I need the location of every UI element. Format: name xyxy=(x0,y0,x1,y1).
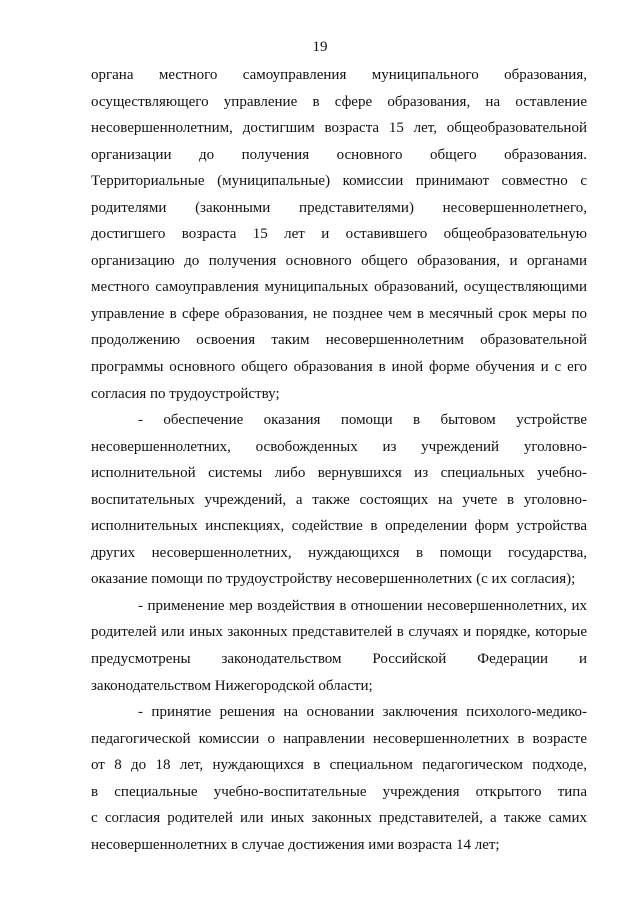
text-line: осуществляющего управление в сфере образования, на оставление xyxy=(91,93,587,110)
text-line: Территориальные (муниципальные) комиссии принимают совместно с xyxy=(91,173,587,190)
page-number: 19 xyxy=(312,39,328,55)
text-line: педагогической комиссии о направлении несовершеннолетних в возрасте xyxy=(91,730,587,747)
text-line: - обеспечение оказания помощи в бытовом устройстве xyxy=(138,412,587,429)
text-line: других несовершеннолетних, нуждающихся в помощи государства, xyxy=(91,544,587,561)
paragraph-decision xyxy=(91,699,587,858)
text-line: родителями (законными представителями) несовершеннолетнего, xyxy=(91,199,587,216)
paragraph-measures xyxy=(91,593,587,699)
paragraph-assistance xyxy=(91,407,587,593)
text-line: несовершеннолетних в случае достижения ими возраста 14 лет; xyxy=(91,836,500,853)
text-line: родителей или иных законных представителей в случаях и порядке, которые xyxy=(91,624,587,641)
text-line: продолжению освоения таким несовершеннолетним образовательной xyxy=(91,332,587,349)
text-line: оказание помощи по трудоустройству несовершеннолетних (с их согласия); xyxy=(91,571,576,588)
text-line: воспитательных учреждений, а также состоящих на учете в уголовно- xyxy=(91,491,587,508)
text-line: местного самоуправления муниципальных образований, осуществляющими xyxy=(91,279,587,296)
text-line: согласия по трудоустройству; xyxy=(91,385,280,402)
text-line: законодательством Нижегородской области; xyxy=(91,677,373,694)
text-line: органа местного самоуправления муниципального образования, xyxy=(91,67,587,83)
text-line: от 8 до 18 лет, нуждающихся в специальном педагогическом подходе, xyxy=(91,757,587,774)
text-line: организацию до получения основного общего образования, и органами xyxy=(91,252,587,269)
text-line: достигшего возраста 15 лет и оставившего общеобразовательную xyxy=(91,226,587,243)
text-line: организации до получения основного общего образования. xyxy=(91,146,587,163)
text-line: - применение мер воздействия в отношении несовершеннолетних, их xyxy=(138,597,587,614)
text-line: в специальные учебно-воспитательные учреждения открытого типа xyxy=(91,783,587,800)
text-line: исполнительной системы либо вернувшихся из специальных учебно- xyxy=(91,465,587,482)
text-line: исполнительных инспекциях, содействие в определении форм устройства xyxy=(91,518,587,535)
text-line: несовершеннолетним, достигшим возраста 15 лет, общеобразовательной xyxy=(91,120,587,137)
text-line: предусмотрены законодательством Российской Федерации и xyxy=(91,651,587,668)
document-body xyxy=(91,62,587,858)
paragraph-continuation xyxy=(91,62,587,407)
text-line: программы основного общего образования в иной форме обучения и с его xyxy=(91,359,587,376)
text-line: с согласия родителей или иных законных представителей, а также самих xyxy=(91,810,587,827)
text-line: - принятие решения на основании заключения психолого-медико- xyxy=(138,704,587,721)
text-line: управление в сфере образования, не позднее чем в месячный срок меры по xyxy=(91,305,587,322)
text-line: несовершеннолетних, освобожденных из учреждений уголовно- xyxy=(91,438,587,455)
